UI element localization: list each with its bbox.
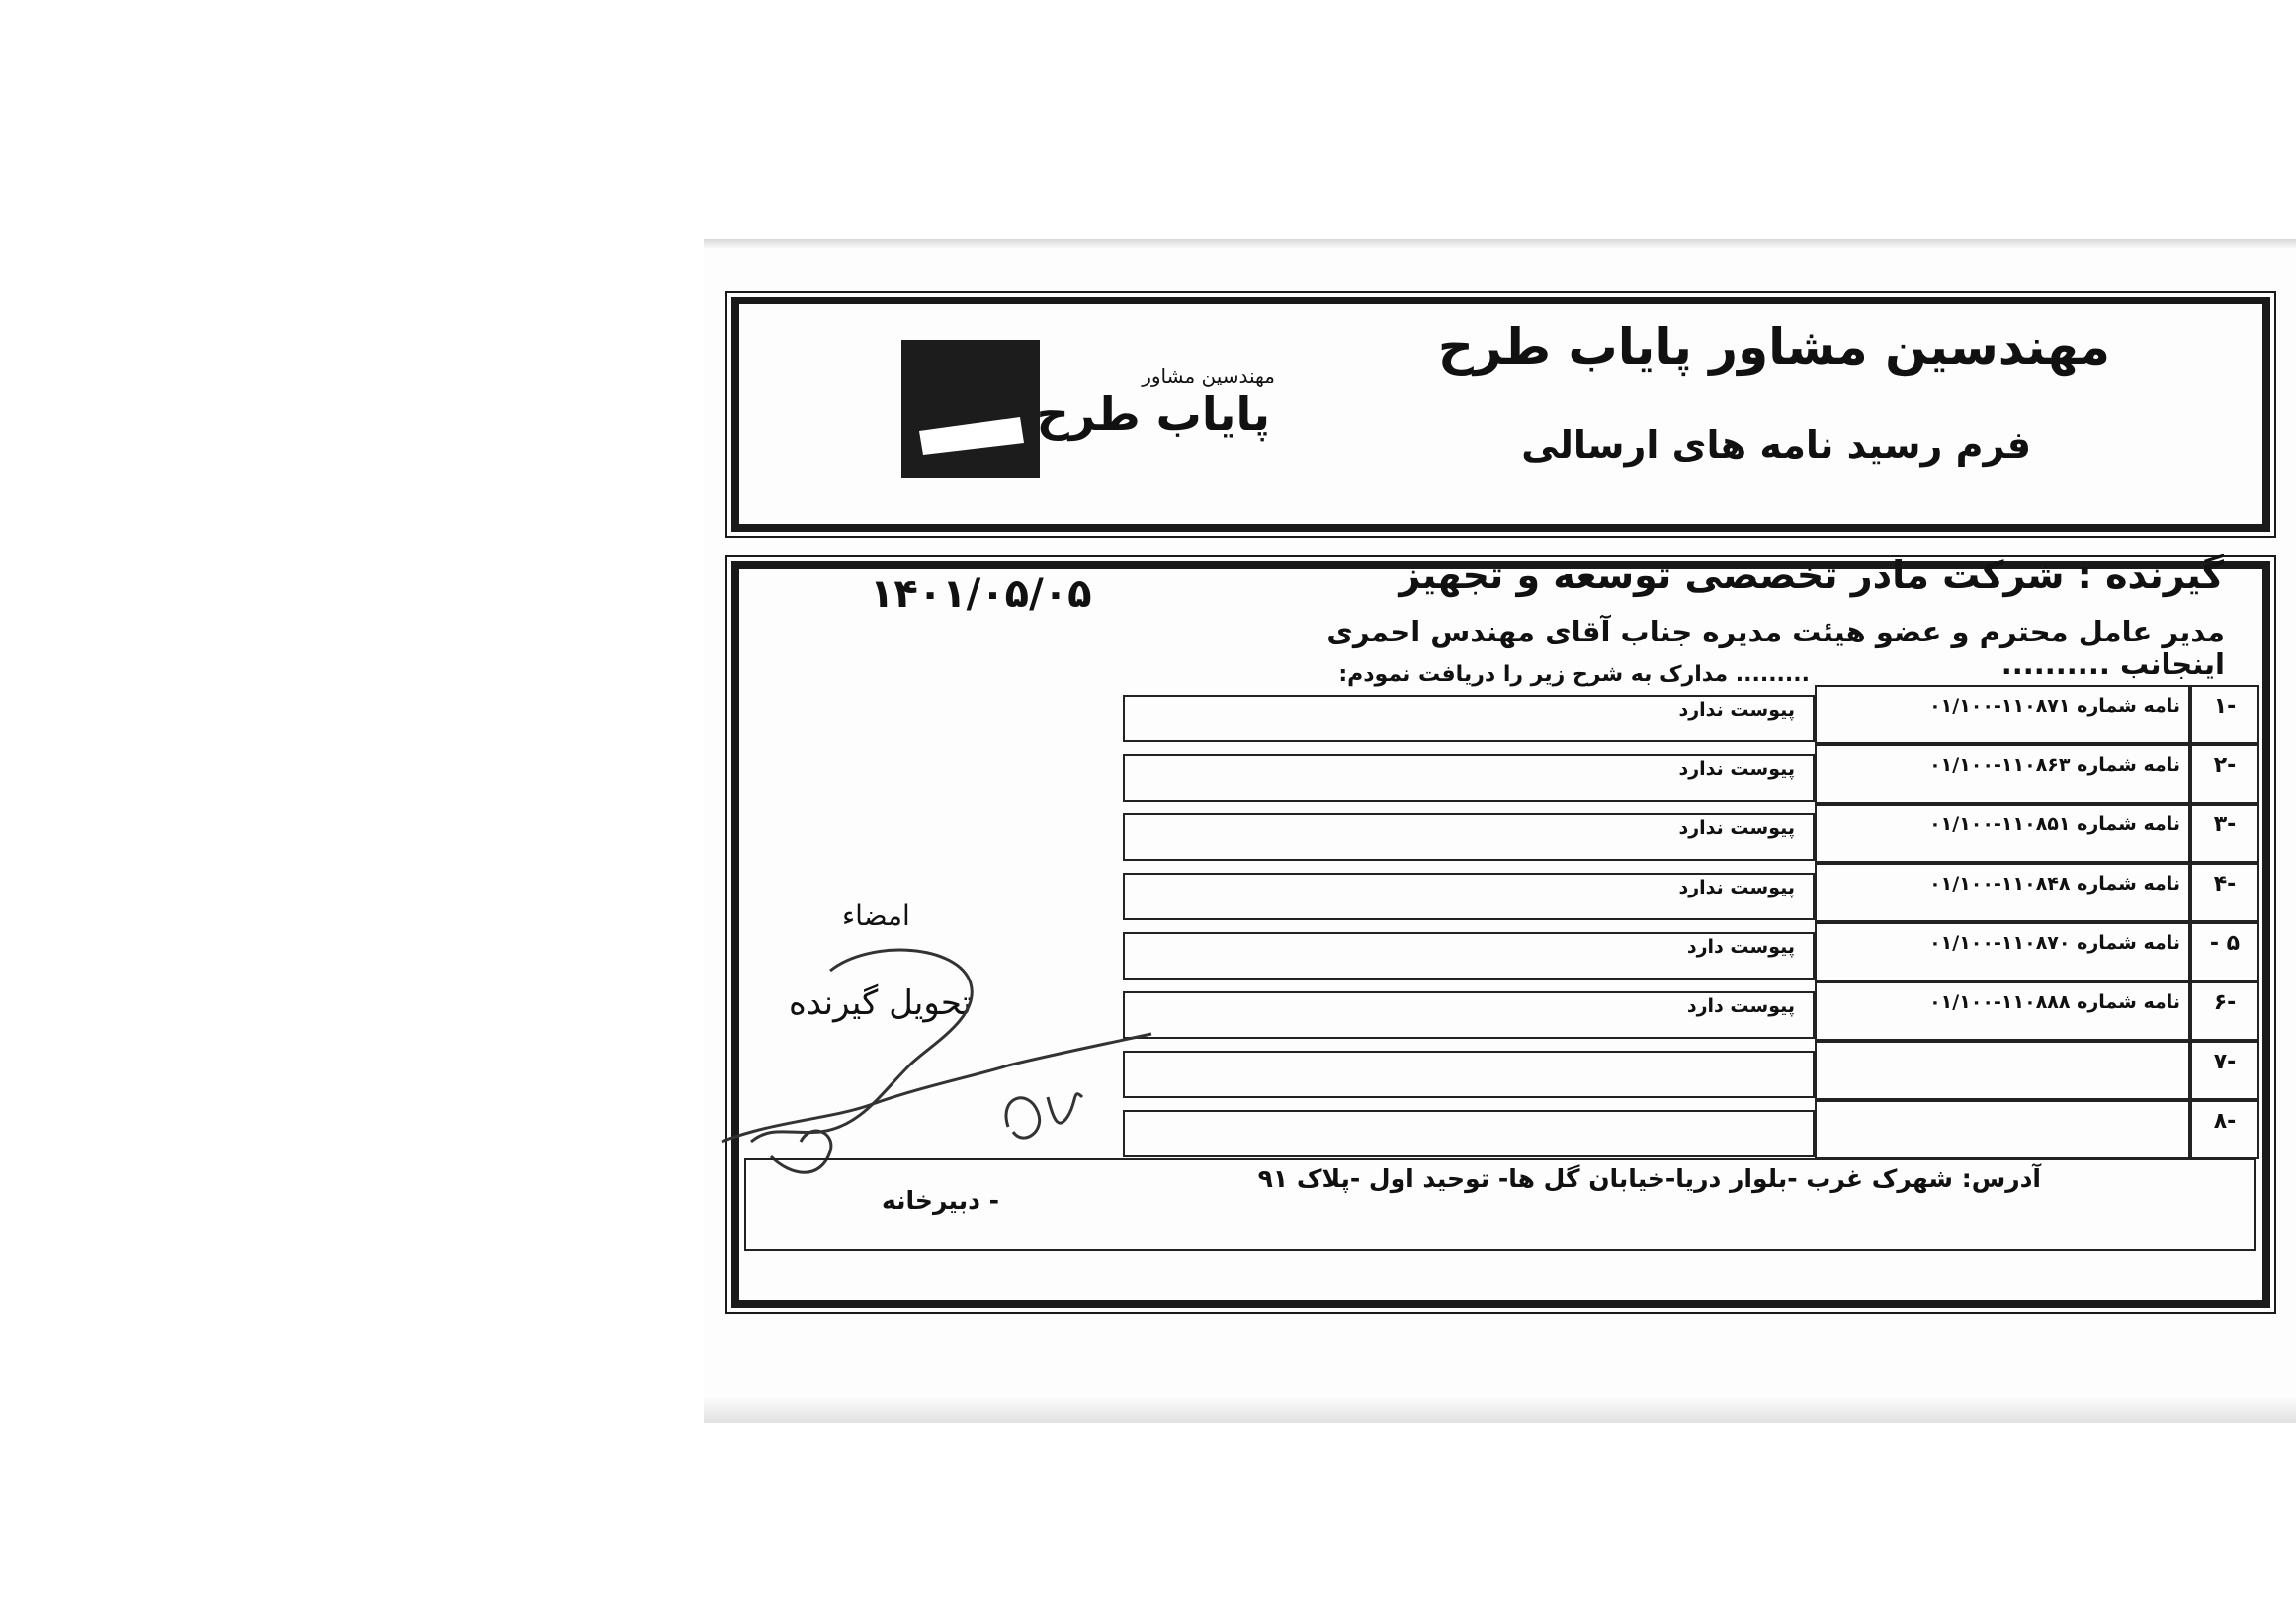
attachment-cell (1123, 873, 1815, 920)
letter-number: نامه شماره ۱۱۰۸۵۱-۰۱/۱۰۰ (1929, 813, 2180, 835)
items-table (1123, 685, 2259, 1159)
logo-caption-big: پایاب طرح (1036, 387, 1270, 441)
attachment-cell (1123, 991, 1815, 1039)
signature-label: امضاء (842, 899, 910, 932)
receipt-statement: ......... مدارک به شرح زیر را دریافت نمودم: (1338, 662, 1810, 687)
company-logo-icon (901, 340, 1040, 478)
salutation-line: مدیر عامل محترم و عضو هیئت مدیره جناب آقای مهندس احمری (1326, 615, 2225, 648)
table-row (1123, 922, 2259, 981)
letter-cell (1815, 804, 2190, 863)
row-number: -۸ (2190, 1100, 2259, 1159)
attachment-text: پیوست ندارد (1678, 817, 1795, 839)
attachment-cell (1123, 1110, 1815, 1157)
row-number: ۵ - (2190, 922, 2259, 981)
table-row (1123, 863, 2259, 922)
handwritten-signature-icon (712, 939, 1176, 1196)
attachment-text: پیوست دارد (1686, 995, 1795, 1017)
row-number: -۳ (2190, 804, 2259, 863)
company-title: مهندسین مشاور پایاب طرح (1437, 318, 2110, 376)
letter-cell (1815, 1041, 2190, 1100)
scan-edge-bottom (704, 1396, 2296, 1423)
address-department: - دبیرخانه (882, 1186, 1000, 1215)
form-title: فرم رسید نامه های ارسالی (1521, 423, 2031, 467)
row-number: -۱ (2190, 685, 2259, 744)
table-row (1123, 744, 2259, 804)
scan-edge-top (704, 239, 2296, 249)
attachment-cell (1123, 932, 1815, 980)
letter-cell (1815, 981, 2190, 1041)
attachment-text: پیوست ندارد (1678, 877, 1795, 898)
letter-cell (1815, 922, 2190, 981)
receiver-label: تحویل گیرنده (789, 983, 973, 1023)
attachment-text: پیوست ندارد (1678, 758, 1795, 780)
table-row (1123, 1041, 2259, 1100)
attachment-cell (1123, 1051, 1815, 1098)
letter-date: ۱۴۰۱/۰۵/۰۵ (870, 571, 1092, 617)
table-row (1123, 685, 2259, 744)
row-number: -۲ (2190, 744, 2259, 804)
letter-cell (1815, 685, 2190, 744)
attachment-cell (1123, 695, 1815, 742)
letter-number: نامه شماره ۱۱۰۸۷۰-۰۱/۱۰۰ (1929, 932, 2180, 954)
letter-cell (1815, 744, 2190, 804)
letter-cell (1815, 1100, 2190, 1159)
table-row (1123, 804, 2259, 863)
letter-number: نامه شماره ۱۱۰۸۷۱-۰۱/۱۰۰ (1929, 695, 2180, 717)
address-line: آدرس: شهرک غرب -بلوار دریا-خیابان گل ها- توحید اول -پلاک ۹۱ (1257, 1164, 2041, 1193)
table-row (1123, 981, 2259, 1041)
letter-cell (1815, 863, 2190, 922)
logo-caption-small: مهندسین مشاور (1142, 364, 1275, 387)
row-number: -۷ (2190, 1041, 2259, 1100)
attachment-text: پیوست ندارد (1678, 699, 1795, 721)
letter-number: نامه شماره ۱۱۰۸۸۸-۰۱/۱۰۰ (1929, 991, 2180, 1013)
row-number: -۴ (2190, 863, 2259, 922)
recipient-line: گیرنده : شرکت مادر تخصصی توسعه و تجهیز (1399, 554, 2224, 597)
attachment-cell (1123, 754, 1815, 802)
row-number: -۶ (2190, 981, 2259, 1041)
letter-number: نامه شماره ۱۱۰۸۴۸-۰۱/۱۰۰ (1929, 873, 2180, 895)
attachment-cell (1123, 813, 1815, 861)
declaration-start: اینجانب .......... (2000, 647, 2225, 681)
attachment-text: پیوست دارد (1686, 936, 1795, 958)
table-row (1123, 1100, 2259, 1159)
letter-number: نامه شماره ۱۱۰۸۶۳-۰۱/۱۰۰ (1929, 754, 2180, 776)
